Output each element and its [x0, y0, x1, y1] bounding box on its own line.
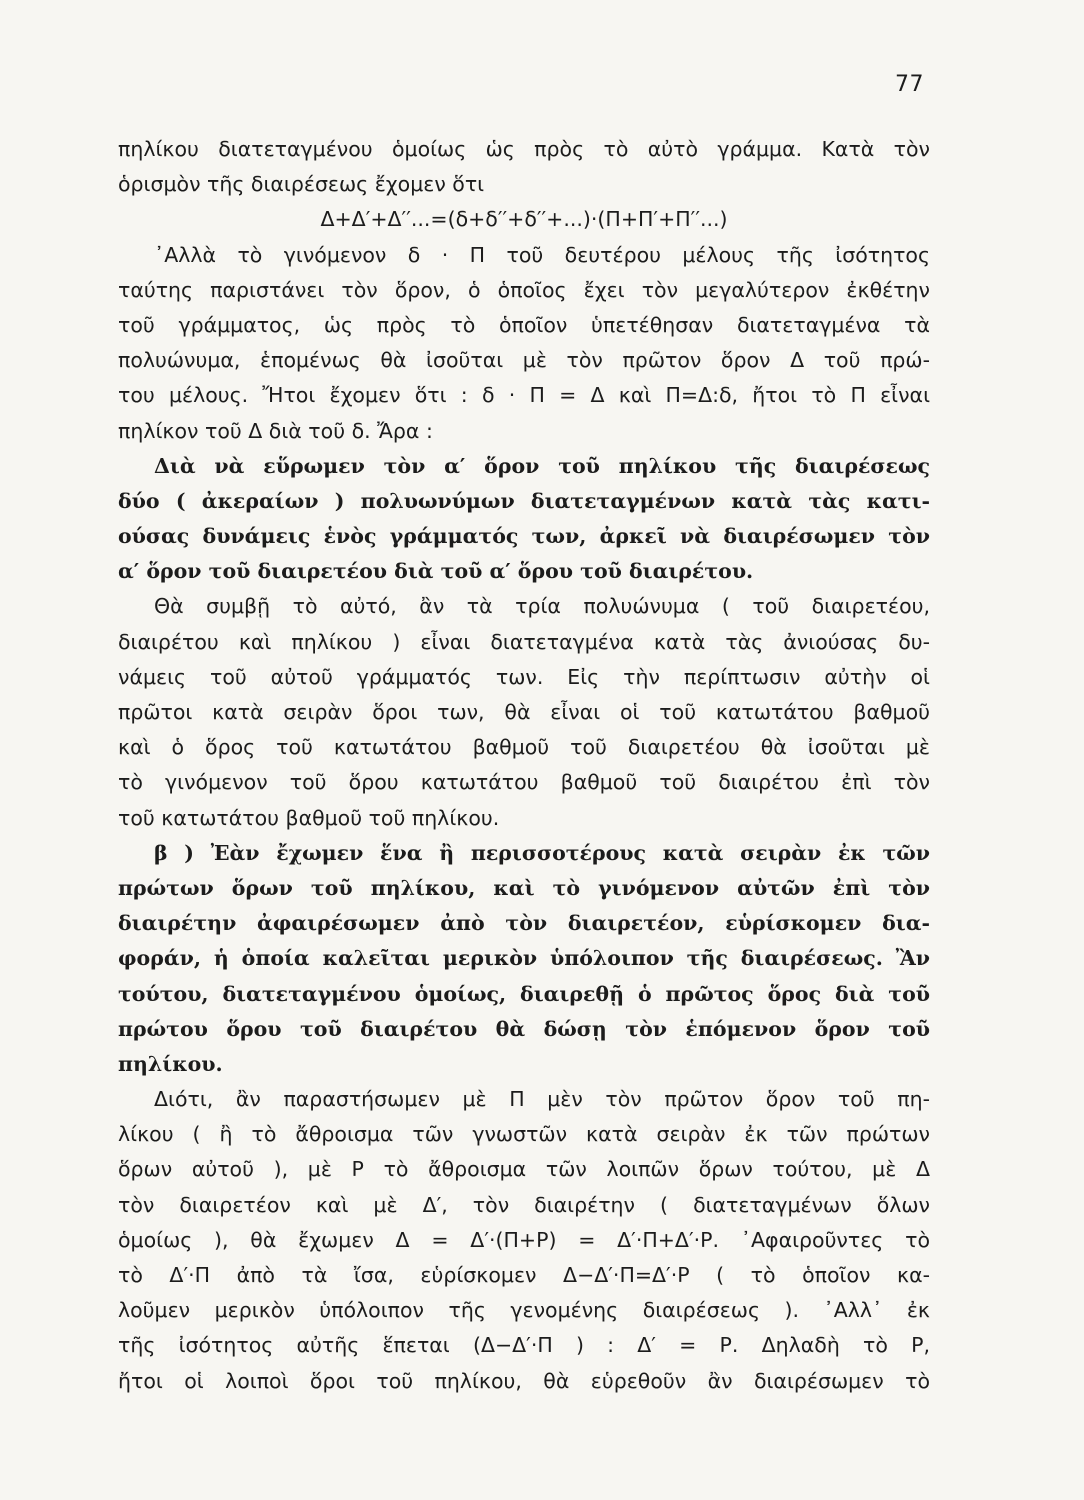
text-line: Διότι, ἂν παραστήσωμεν μὲ Π μὲν τὸν πρῶτον ὅρον τοῦ πη- [154, 1087, 930, 1112]
text-line: πρῶτοι κατὰ σειρὰν ὅροι των, θὰ εἶναι οἱ τοῦ κατωτάτου βαθμοῦ [118, 700, 930, 724]
text-line: ἤτοι οἱ λοιποὶ ὅροι τοῦ πηλίκου, θὰ εὑρεθοῦν ἂν διαιρέσωμεν τὸ [118, 1368, 930, 1393]
text-line: Δ+Δ′+Δ′′...=(δ+δ′′+δ′′+...)·(Π+Π′+Π′′...) [320, 207, 728, 232]
text-line: νάμεις τοῦ αὐτοῦ γράμματός των. Εἰς τὴν περίπτωσιν αὐτὴν οἱ [118, 664, 930, 689]
text-line: του μέλους. Ἤτοι ἔχομεν ὅτι : δ · Π = Δ καὶ Π=Δ:δ, ἤτοι τὸ Π εἶναι [118, 383, 930, 408]
bold-text-line: πηλίκου. [118, 1051, 223, 1076]
text-line: τὸ Δ′·Π ἀπὸ τὰ ἴσα, εὑρίσκομεν Δ−Δ′·Π=Δ′·Ρ ( τὸ ὁποῖον κα- [118, 1263, 930, 1287]
page-number: 77 [895, 72, 924, 97]
text-line: τῆς ἰσότητος αὐτῆς ἕπεται (Δ−Δ′·Π ) : Δ′ = Ρ. Δηλαδὴ τὸ Ρ, [118, 1333, 930, 1358]
text-line: καὶ ὁ ὅρος τοῦ κατωτάτου βαθμοῦ τοῦ διαιρετέου θὰ ἰσοῦται μὲ [118, 735, 930, 760]
body-text [118, 132, 930, 1399]
text-line: ὅρων αὐτοῦ ), μὲ Ρ τὸ ἄθροισμα τῶν λοιπῶν ὅρων τούτου, μὲ Δ [118, 1157, 930, 1182]
text-line: πηλίκον τοῦ Δ διὰ τοῦ δ. Ἄρα : [118, 418, 433, 443]
bold-text-line: πρώτων ὅρων τοῦ πηλίκου, καὶ τὸ γινόμενον αὐτῶν ἐπὶ τὸν [118, 875, 930, 900]
bold-text-line: διαιρέτην ἀφαιρέσωμεν ἀπὸ τὸν διαιρετέον, εὑρίσκομεν δια- [118, 911, 930, 936]
text-line: διαιρέτου καὶ πηλίκου ) εἶναι διατεταγμένα κατὰ τὰς ἀνιούσας δυ- [118, 629, 930, 654]
text-line: ὁμοίως ), θὰ ἔχωμεν Δ = Δ′·(Π+Ρ) = Δ′·Π+Δ′·Ρ. ᾽Αφαιροῦντες τὸ [118, 1227, 930, 1252]
bold-text-line: πρώτου ὅρου τοῦ διαιρέτου θὰ δώσῃ τὸν ἑπόμενον ὅρον τοῦ [118, 1016, 930, 1041]
text-line: ᾽Αλλὰ τὸ γινόμενον δ · Π τοῦ δευτέρου μέλους τῆς ἰσότητος [154, 242, 930, 267]
text-line: ταύτης παριστάνει τὸν ὅρον, ὁ ὁποῖος ἔχει τὸν μεγαλύτερον ἐκθέτην [118, 277, 930, 302]
text-line: τὸν διαιρετέον καὶ μὲ Δ′, τὸν διαιρέτην ( διατεταγμένων ὅλων [118, 1192, 930, 1217]
text-line: τὸ γινόμενον τοῦ ὅρου κατωτάτου βαθμοῦ τοῦ διαιρέτου ἐπὶ τὸν [118, 770, 930, 795]
bold-text-line: δύο ( ἀκεραίων ) πολυωνύμων διατεταγμένων κατὰ τὰς κατι- [118, 488, 930, 513]
bold-text-line: β ) Ἐὰν ἔχωμεν ἕνα ἢ περισσοτέρους κατὰ σειρὰν ἐκ τῶν [154, 840, 930, 865]
text-line: τοῦ γράμματος, ὡς πρὸς τὸ ὁποῖον ὑπετέθησαν διατεταγμένα τὰ [118, 312, 930, 337]
bold-text-line: τούτου, διατεταγμένου ὁμοίως, διαιρεθῇ ὁ πρῶτος ὅρος διὰ τοῦ [118, 981, 930, 1006]
bold-text-line: ούσας δυνάμεις ἑνὸς γράμματός των, ἀρκεῖ νὰ διαιρέσωμεν τὸν [118, 524, 930, 549]
bold-text-line: α′ ὅρον τοῦ διαιρετέου διὰ τοῦ α′ ὅρου τοῦ διαιρέτου. [118, 559, 754, 584]
text-line: τοῦ κατωτάτου βαθμοῦ τοῦ πηλίκου. [118, 805, 500, 830]
text-line: πολυώνυμα, ἑπομένως θὰ ἰσοῦται μὲ τὸν πρῶτον ὅρον Δ τοῦ πρώ- [118, 348, 930, 373]
bold-text-line: φοράν, ἡ ὁποία καλεῖται μερικὸν ὑπόλοιπον τῆς διαιρέσεως. Ἂν [118, 946, 930, 971]
text-line: λοῦμεν μερικὸν ὑπόλοιπον τῆς γενομένης διαιρέσεως ). ᾽Αλλ᾽ ἐκ [118, 1298, 930, 1323]
text-line: Θὰ συμβῇ τὸ αὐτό, ἂν τὰ τρία πολυώνυμα ( τοῦ διαιρετέου, [154, 594, 930, 619]
text-line: πηλίκου διατεταγμένου ὁμοίως ὡς πρὸς τὸ αὐτὸ γράμμα. Κατὰ τὸν [118, 137, 930, 161]
text-line: λίκου ( ἢ τὸ ἄθροισμα τῶν γνωστῶν κατὰ σειρὰν ἐκ τῶν πρώτων [118, 1122, 930, 1147]
bold-text-line: Διὰ νὰ εὕρωμεν τὸν α′ ὅρον τοῦ πηλίκου τῆς διαιρέσεως [154, 453, 930, 478]
text-line: ὁρισμὸν τῆς διαιρέσεως ἔχομεν ὅτι [118, 172, 485, 197]
